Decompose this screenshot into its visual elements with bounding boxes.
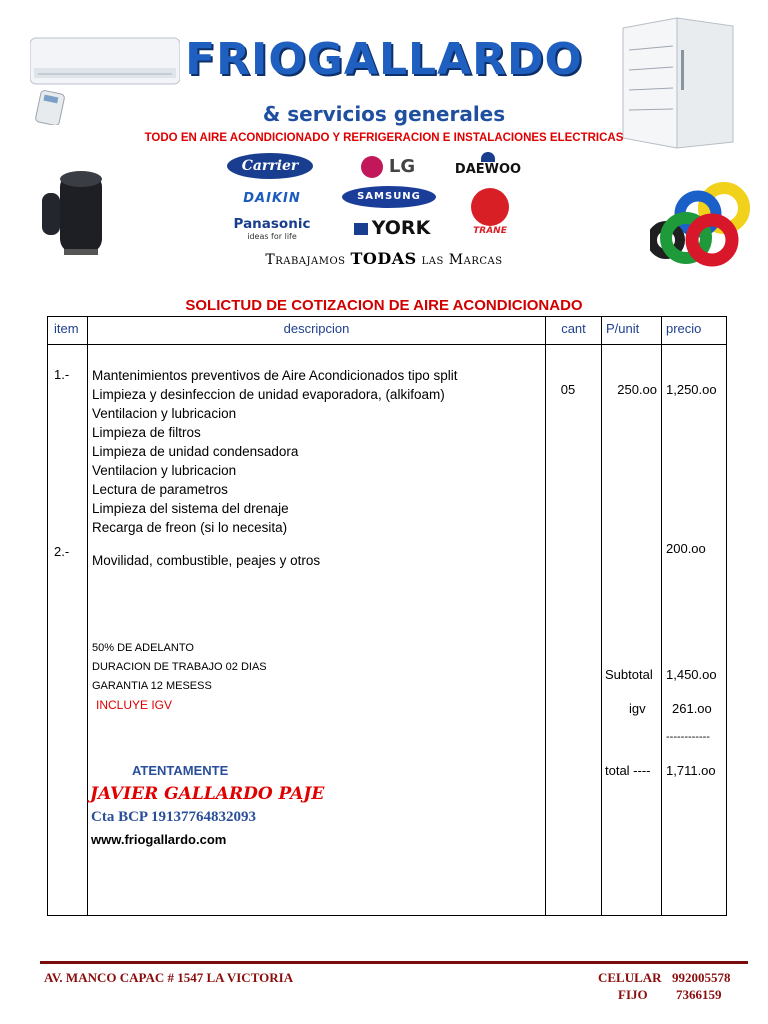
description-line: Limpieza de unidad condensadora — [92, 444, 299, 459]
row-1-precio: 1,250.oo — [666, 382, 717, 397]
company-tagline: TODO EN AIRE ACONDICIONADO Y REFRIGERACION E INSTALACIONES ELECTRICAS — [144, 132, 624, 144]
row-2-description: Movilidad, combustible, peajes y otros — [92, 553, 321, 568]
column-header-punit: P/unit — [606, 321, 640, 336]
description-line: Limpieza de filtros — [92, 425, 201, 440]
column-header-item: item — [54, 321, 79, 336]
condition-item: 50% DE ADELANTO — [92, 642, 194, 654]
description-line: Limpieza y desinfeccion de unidad evaporadora, (alkifoam) — [92, 387, 445, 402]
brand-logo-panasonic: Panasonic ideas for life — [233, 216, 311, 241]
description-line: Ventilacion y lubricacion — [92, 406, 237, 421]
column-header-descripcion: descripcion — [283, 321, 350, 336]
igv-label: igv — [629, 701, 646, 716]
brand-logo-trane: TRANE — [462, 188, 518, 238]
footer-phone-number: 7366159 — [676, 987, 722, 1002]
includes-igv-note: INCLUYE IGV — [96, 698, 173, 712]
daewoo-shell-icon — [481, 152, 495, 162]
brands-slogan: Trabajamos TODAS las Marcas — [265, 249, 503, 268]
brand-logo-daikin: DAIKIN — [243, 191, 301, 206]
row-1-punit: 250.oo — [617, 382, 657, 397]
description-line: Ventilacion y lubricacion — [92, 463, 237, 478]
brand-logo-daewoo: DAEWOO — [448, 152, 528, 180]
subtotal-value: 1,450.oo — [666, 667, 717, 682]
bank-account: Cta BCP 19137764832093 — [91, 809, 256, 825]
description-line: Limpieza del sistema del drenaje — [92, 501, 289, 516]
brand-logo-lg: LG — [347, 154, 429, 180]
column-divider — [661, 317, 662, 915]
brand-logo-carrier: Carrier — [227, 153, 313, 179]
trane-circle-icon — [471, 188, 509, 226]
row-1-description — [92, 366, 542, 537]
company-subtitle: & servicios generales — [262, 102, 506, 126]
subtotal-label: Subtotal — [605, 667, 653, 682]
website-link[interactable]: www.friogallardo.com — [91, 832, 227, 847]
footer-divider — [40, 961, 748, 964]
column-header-precio: precio — [666, 321, 702, 336]
brand-logo-york: YORK — [342, 216, 442, 240]
york-flag-icon — [354, 223, 368, 235]
description-line: Recarga de freon (si lo necesita) — [92, 520, 288, 535]
footer-cell-number: 992005578 — [672, 970, 731, 985]
footer-cell-label: CELULAR — [598, 970, 662, 985]
totals-separator: ------------ — [666, 731, 710, 743]
row-2-precio: 200.oo — [666, 541, 706, 556]
signature-name: JAVIER GALLARDO PAJE — [90, 784, 325, 804]
company-name: FRIOGALLARDO — [185, 34, 583, 85]
condition-item: DURACION DE TRABAJO 02 DIAS — [92, 661, 267, 673]
row-2-item: 2.- — [54, 544, 70, 559]
row-1-item: 1.- — [54, 367, 70, 382]
column-divider — [601, 317, 602, 915]
total-label: total ---- — [605, 763, 651, 778]
footer-address: AV. MANCO CAPAC # 1547 LA VICTORIA — [44, 970, 294, 985]
column-divider — [87, 317, 88, 915]
condition-item: GARANTIA 12 MESESS — [92, 680, 212, 692]
form-title: SOLICTUD DE COTIZACION DE AIRE ACONDICIONADO — [185, 297, 583, 314]
description-line: Mantenimientos preventivos de Aire Acondicionados tipo split — [92, 368, 458, 383]
row-1-cant: 05 — [560, 382, 576, 397]
signature-regards: ATENTAMENTE — [132, 763, 229, 778]
conditions-list — [92, 639, 267, 696]
description-line: Lectura de parametros — [92, 482, 228, 497]
brand-logo-samsung: SAMSUNG — [342, 186, 436, 208]
compressor-image — [34, 165, 114, 260]
igv-value: 261.oo — [672, 701, 712, 716]
footer-phone-label: FIJO — [618, 987, 648, 1002]
quotation-table — [47, 316, 727, 916]
lg-circle-icon — [361, 156, 383, 178]
header-divider — [48, 344, 726, 345]
column-divider — [545, 317, 546, 915]
total-value: 1,711.oo — [666, 763, 716, 778]
column-header-cant: cant — [561, 321, 586, 336]
